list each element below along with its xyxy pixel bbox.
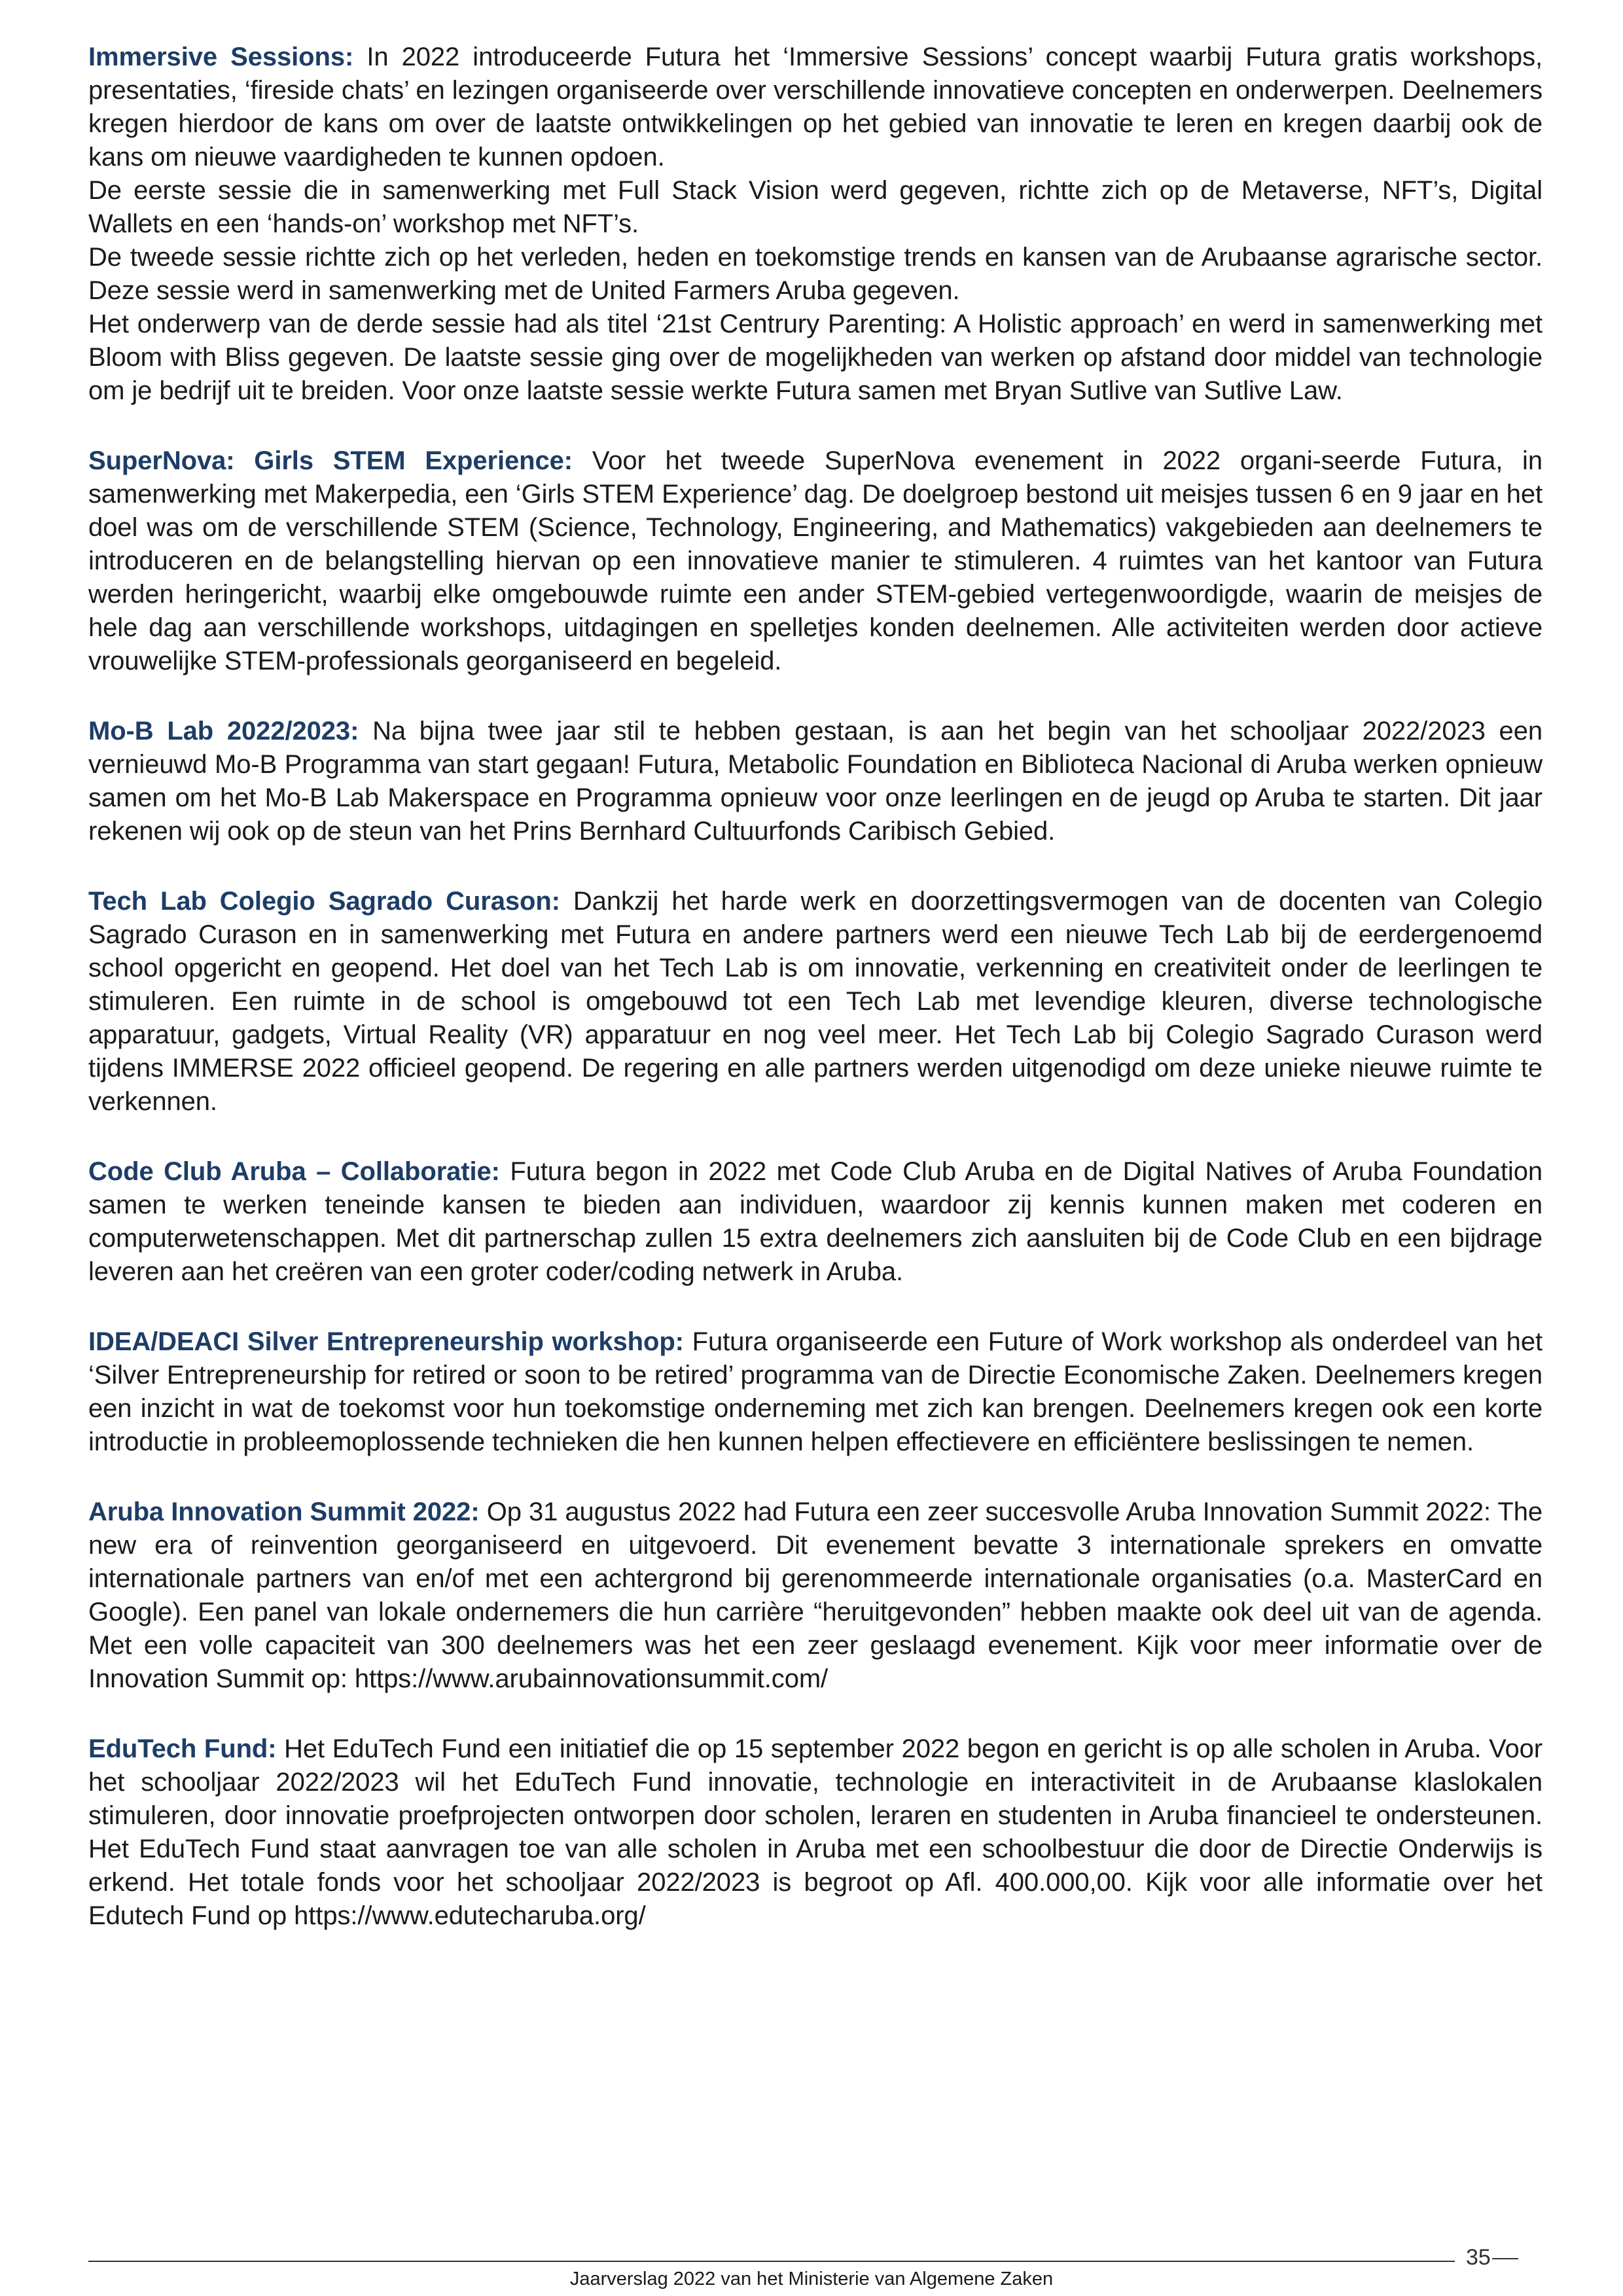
section-silver-entrepreneurship bbox=[88, 1325, 1543, 1459]
paragraph bbox=[88, 174, 1543, 241]
page-number-dash bbox=[1492, 2258, 1518, 2259]
paragraph-text: Dankzij het harde werk en doorzettingsvermogen van de docenten van Colegio Sagrado Curason en in samenwerking met Futura en andere partners werd een nieuwe Tech Lab bij de eerdergenoemd school opgericht en geopend. Het doel van het Tech Lab is om innovatie, verkenning en creativiteit onder de leerlingen te stimuleren. Een ruimte in de school is omgebouwd tot een Tech Lab met levendige kleuren, diverse technologische apparatuur, gadgets, Virtual Reality (VR) apparatuur en nog veel meer. Het Tech Lab bij Colegio Sagrado Curason werd tijdens IMMERSE 2022 officieel geopend. De regering en alle partners werden uitgenodigd om deze unieke nieuwe ruimte te verkennen. bbox=[88, 887, 1543, 1116]
paragraph bbox=[88, 241, 1543, 308]
page-number-text: 35 bbox=[1466, 2245, 1491, 2270]
paragraph-text: Voor het tweede SuperNova evenement in 2022 organi-seerde Futura, in samenwerking met Makerpedia, een ‘Girls STEM Experience’ dag. De doelgroep bestond uit meisjes tussen 6 en 9 jaar en het doel was om de verschillende STEM (Science, Technology, Engineering, and Mathematics) vakgebieden aan deelnemers te introduceren en de belangstelling hiervan op een innovatieve manier te stimuleren. 4 ruimtes van het kantoor van Futura werden heringericht, waarbij elke omgebouwde ruimte een ander STEM-gebied vertegenwoordigde, waarin de meisjes de hele dag aan verschillende workshops, uitdagingen en spelletjes konden deelnemen. Alle activiteiten werden door actieve vrouwelijke STEM-professionals georganiseerd en begeleid. bbox=[88, 446, 1543, 675]
paragraph bbox=[88, 444, 1543, 678]
section-heading: Code Club Aruba – Collaboratie: bbox=[88, 1157, 500, 1186]
paragraph-text: De tweede sessie richtte zich op het verleden, heden en toekomstige trends en kansen van de Arubaanse agrarische sector. Deze sessie werd in samenwerking met de United Farmers Aruba gegeven. bbox=[88, 243, 1543, 305]
section-heading: IDEA/DEACI Silver Entrepreneurship workshop: bbox=[88, 1327, 684, 1356]
paragraph bbox=[88, 885, 1543, 1119]
paragraph bbox=[88, 1732, 1543, 1933]
paragraph-text: De eerste sessie die in samenwerking met Full Stack Vision werd gegeven, richtte zich op de Metaverse, NFT’s, Digital Wallets en een ‘hands-on’ workshop met NFT’s. bbox=[88, 176, 1543, 238]
page-number bbox=[1466, 2245, 1518, 2270]
section-heading: Tech Lab Colegio Sagrado Curason: bbox=[88, 887, 560, 916]
section-heading: Immersive Sessions: bbox=[88, 43, 354, 71]
paragraph-text: Futura organiseerde een Future of Work workshop als onderdeel van het ‘Silver Entrepreneurship for retired or soon to be retired’ programma van de Directie Economische Zaken. Deelnemers kregen een inzicht in wat de toekomst voor hun toekomstige onderneming met zich kan brengen. Deelnemers kregen ook een korte introductie in probleemoplossende technieken die hen kunnen helpen effectievere en efficiëntere beslissingen te nemen. bbox=[88, 1327, 1543, 1456]
page-content bbox=[88, 41, 1543, 1969]
section-tech-lab bbox=[88, 885, 1543, 1119]
section-heading: Aruba Innovation Summit 2022: bbox=[88, 1498, 480, 1526]
section-heading: SuperNova: Girls STEM Experience: bbox=[88, 446, 573, 475]
paragraph bbox=[88, 715, 1543, 848]
footer-divider bbox=[88, 2261, 1455, 2262]
paragraph-text: Na bijna twee jaar stil te hebben gestaan, is aan het begin van het schooljaar 2022/2023 een vernieuwd Mo-B Programma van start gegaan! Futura, Metabolic Foundation en Biblioteca Nacional di Aruba werken opnieuw samen om het Mo-B Lab Makerspace en Programma opnieuw voor onze leerlingen en de jeugd op Aruba te starten. Dit jaar rekenen wij ook op de steun van het Prins Bernhard Cultuurfonds Caribisch Gebied. bbox=[88, 717, 1543, 846]
section-supernova bbox=[88, 444, 1543, 678]
paragraph-text: Het onderwerp van de derde sessie had als titel ‘21st Centrury Parenting: A Holistic approach’ en werd in samenwerking met Bloom with Bliss gegeven. De laatste sessie ging over de mogelijkheden van werken op afstand door middel van technologie om je bedrijf uit te breiden. Voor onze laatste sessie werkte Futura samen met Bryan Sutlive van Sutlive Law. bbox=[88, 310, 1543, 405]
paragraph-text: Futura begon in 2022 met Code Club Aruba en de Digital Natives of Aruba Foundation samen te werken teneinde kansen te bieden aan individuen, waardoor zij kennis kunnen maken met coderen en computerwetenschappen. Met dit partnerschap zullen 15 extra deelnemers zich aansluiten bij de Code Club en een bijdrage leveren aan het creëren van een groter coder/coding netwerk in Aruba. bbox=[88, 1157, 1543, 1286]
paragraph bbox=[88, 308, 1543, 408]
section-edutech-fund bbox=[88, 1732, 1543, 1933]
paragraph-text: Het EduTech Fund een initiatief die op 15 september 2022 begon en gericht is op alle scholen in Aruba. Voor het schooljaar 2022/2023 wil het EduTech Fund innovatie, technologie en interactiviteit in de Arubaanse klaslokalen stimuleren, door innovatie proefprojecten ontworpen door scholen, leraren en studenten in Aruba financieel te ondersteunen. Het EduTech Fund staat aanvragen toe van alle scholen in Aruba met een schoolbestuur die door de Directie Onderwijs is erkend. Het totale fonds voor het schooljaar 2022/2023 is begroot op Afl. 400.000,00. Kijk voor alle informatie over het Edutech Fund op https://www.edutecharuba.org/ bbox=[88, 1734, 1543, 1930]
paragraph bbox=[88, 1496, 1543, 1696]
paragraph-text: In 2022 introduceerde Futura het ‘Immersive Sessions’ concept waarbij Futura gratis workshops, presentaties, ‘fireside chats’ en lezingen organiseerde over verschillende innovatieve concepten en onderwerpen. Deelnemers kregen hierdoor de kans om over de laatste ontwikkelingen op het gebied van innovatie te leren en kregen daarbij ook de kans om nieuwe vaardigheden te kunnen opdoen. bbox=[88, 43, 1543, 171]
paragraph-text: Op 31 augustus 2022 had Futura een zeer succesvolle Aruba Innovation Summit 2022: The new era of reinvention georganiseerd en uitgevoerd. Dit evenement bevatte 3 internationale sprekers en omvatte internationale partners van en/of met een achtergrond bij gerenommeerde internationale organisaties (o.a. MasterCard en Google). Een panel van lokale ondernemers die hun carrière “heruitgevonden” hebben maakte ook deel uit van de agenda. Met een volle capaciteit van 300 deelnemers was het een zeer geslaagd evenement. Kijk voor meer informatie over de Innovation Summit op: https://www.arubainnovationsummit.com/ bbox=[88, 1498, 1543, 1693]
section-immersive-sessions bbox=[88, 41, 1543, 408]
section-heading: Mo-B Lab 2022/2023: bbox=[88, 717, 359, 745]
section-heading: EduTech Fund: bbox=[88, 1734, 277, 1763]
paragraph bbox=[88, 1325, 1543, 1459]
footer-text: Jaarverslag 2022 van het Ministerie van Algemene Zaken bbox=[569, 2269, 1054, 2289]
section-mo-b-lab bbox=[88, 715, 1543, 848]
section-innovation-summit bbox=[88, 1496, 1543, 1696]
section-code-club bbox=[88, 1155, 1543, 1289]
paragraph bbox=[88, 1155, 1543, 1289]
paragraph bbox=[88, 41, 1543, 174]
